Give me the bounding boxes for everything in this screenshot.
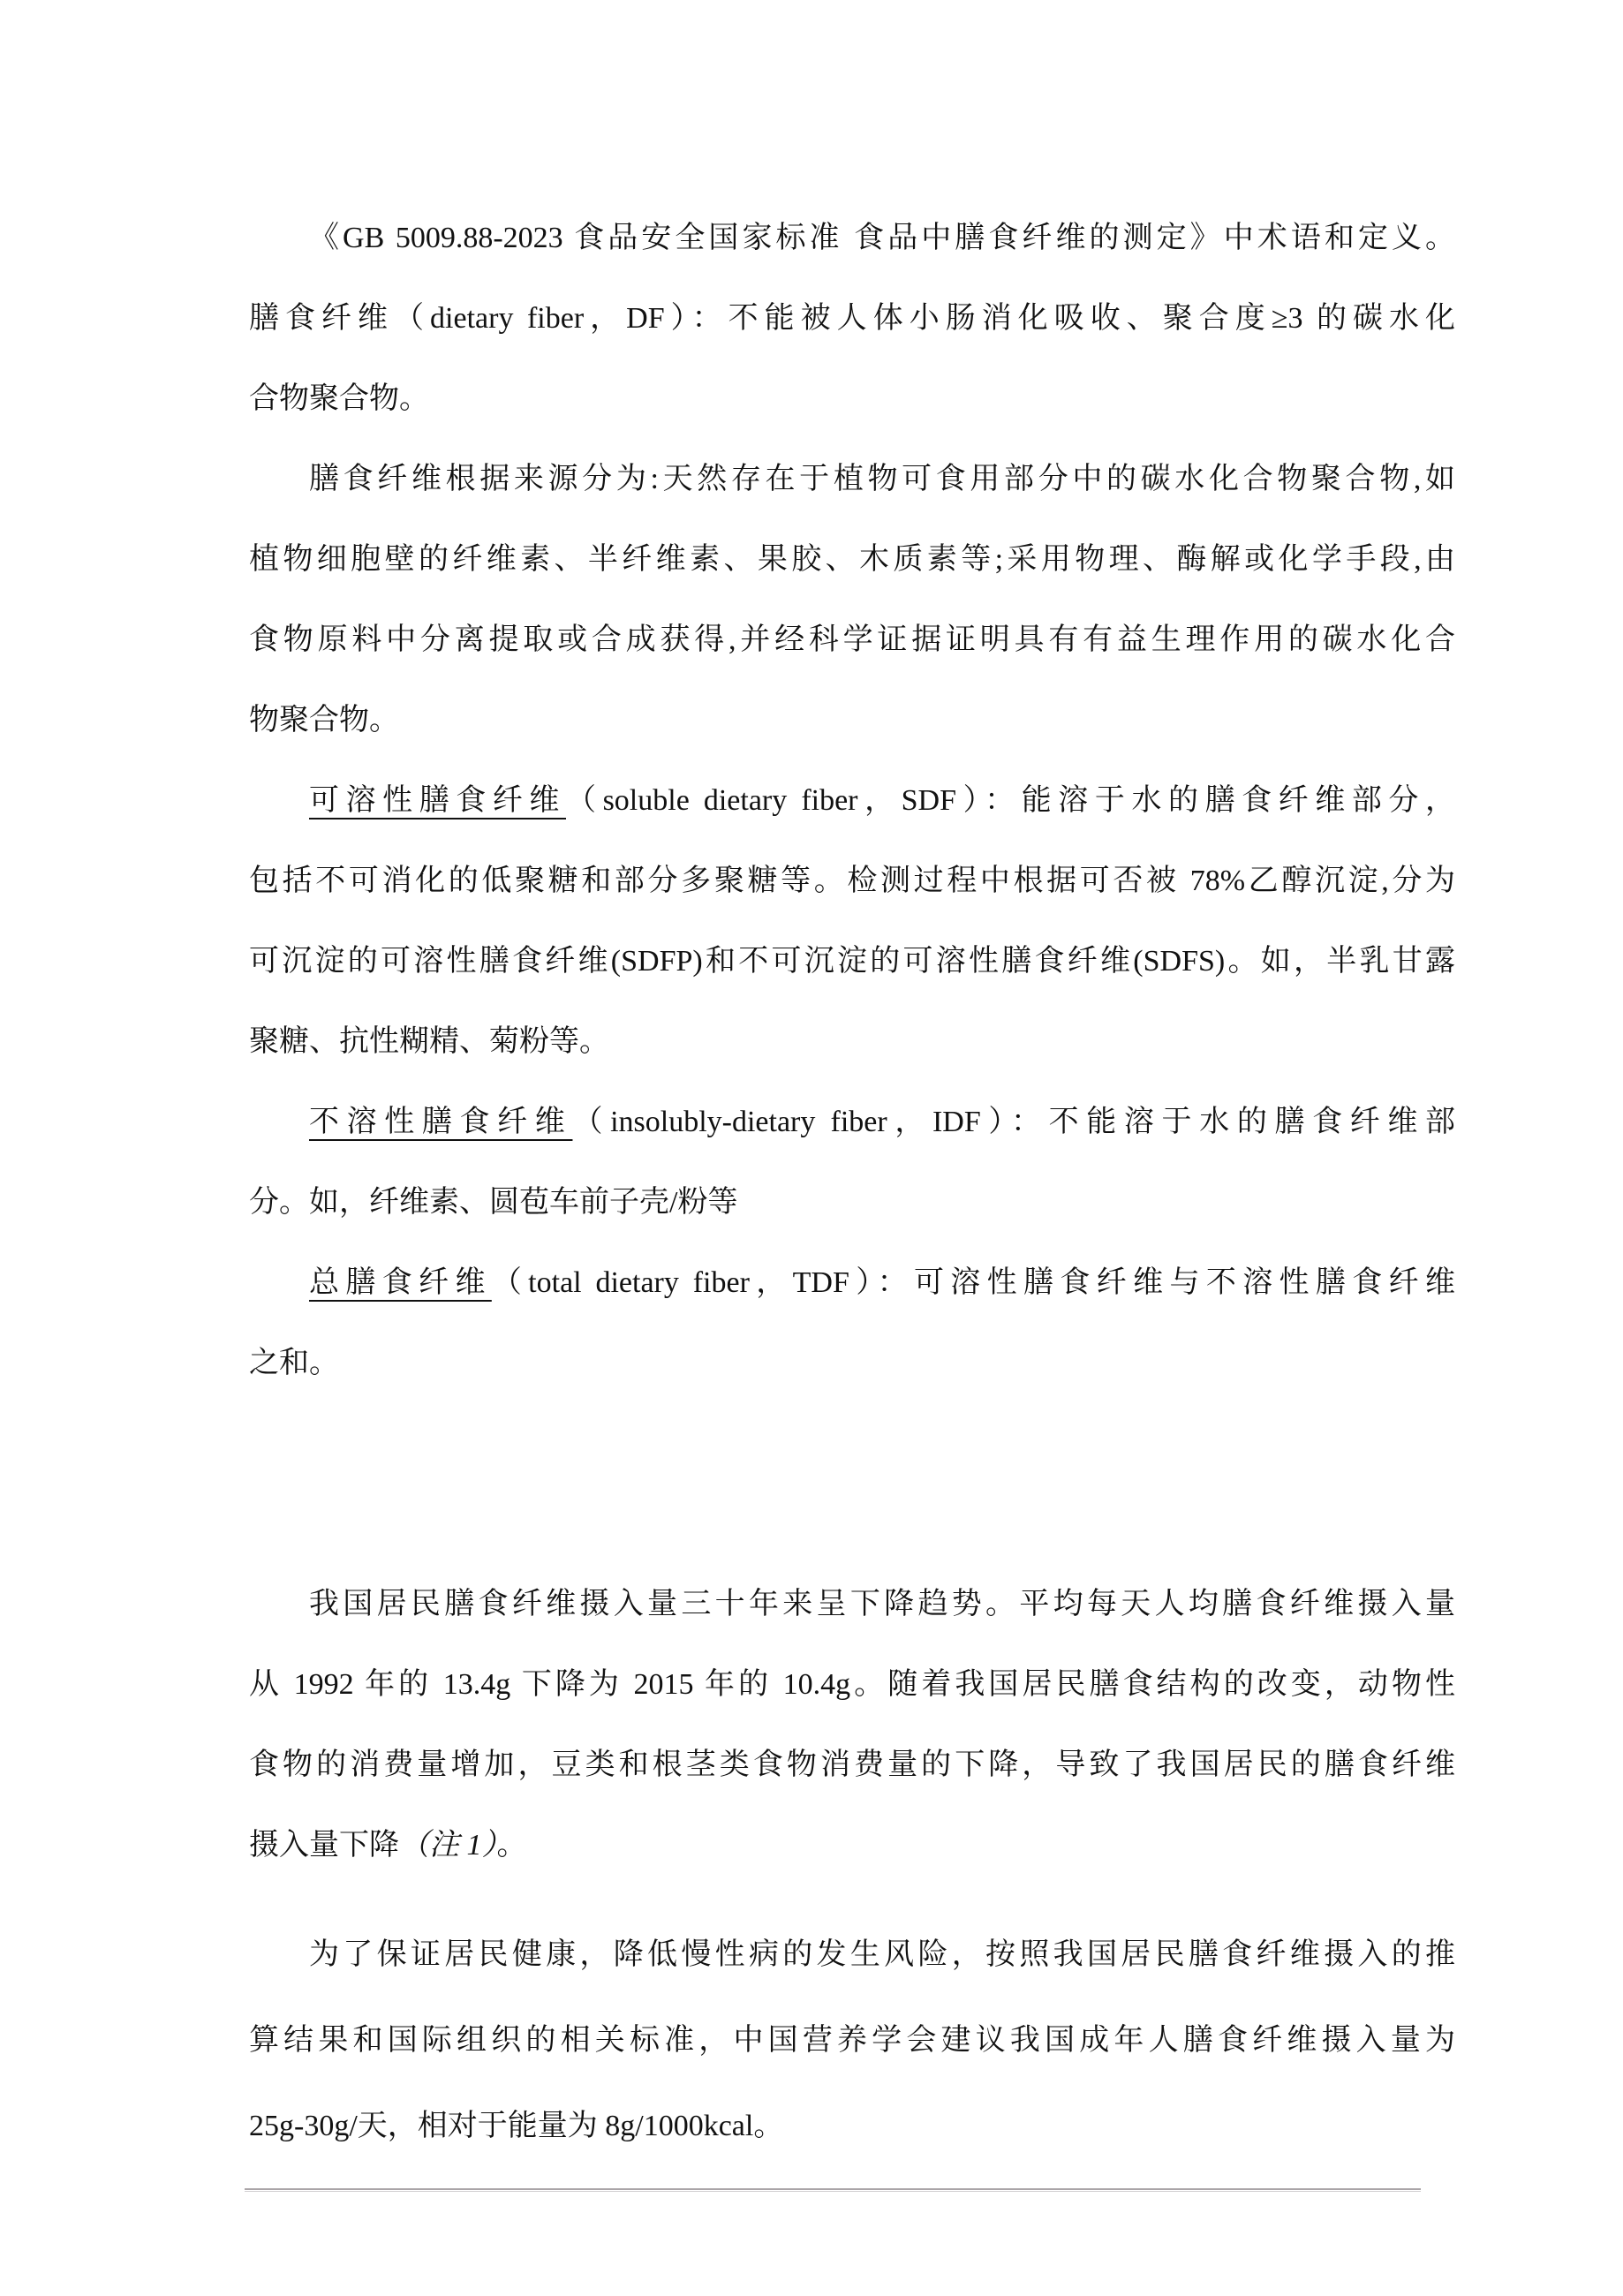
paragraph-standard-definition: [249, 198, 1455, 439]
text-line: 合物聚合物。: [249, 382, 429, 415]
text-line: 《GB 5009.88-2023 食品安全国家标准 食品中膳食纤维的测定》中术语和定义。: [309, 222, 1455, 254]
text-segment: 摄入量下降: [249, 1829, 399, 1862]
paragraph-recommendation: [249, 1912, 1455, 2169]
text-line: 食物原料中分离提取或合成获得,并经科学证据证明具有有益生理作用的碳水化合: [249, 623, 1455, 656]
text-line: 从 1992 年的 13.4g 下降为 2015 年的 10.4g。随着我国居民膳食结构的改变，动物性: [249, 1668, 1455, 1701]
text-line: 植物细胞壁的纤维素、半纤维素、果胶、木质素等;采用物理、酶解或化学手段,由: [249, 543, 1455, 576]
text-line: 算结果和国际组织的相关标准，中国营养学会建议我国成年人膳食纤维摄入量为: [249, 2024, 1455, 2057]
document-body: [249, 198, 1455, 2192]
text-line: [249, 760, 1455, 841]
text-line: [249, 1805, 1455, 1885]
term-insoluble-fiber: 不溶性膳食纤维: [309, 1106, 573, 1138]
text-line: 25g-30g/天，相对于能量为 8g/1000kcal。: [249, 2110, 784, 2142]
text-line: [249, 1082, 1455, 1162]
term-total-fiber: 总膳食纤维: [309, 1266, 492, 1299]
text-segment: （total dietary fiber，TDF）：可溶性膳食纤维与不溶性膳食纤维: [491, 1266, 1455, 1299]
text-segment: 。: [496, 1829, 527, 1862]
text-line: 物聚合物。: [249, 704, 399, 736]
paragraph-intake-trend: [249, 1564, 1455, 1885]
text-segment: （soluble dietary fiber，SDF）：能溶于水的膳食纤维部分，: [566, 784, 1455, 817]
text-line: 聚糖、抗性糊精、菊粉等。: [249, 1025, 609, 1058]
text-line: 我国居民膳食纤维摄入量三十年来呈下降趋势。平均每天人均膳食纤维摄入量: [309, 1588, 1455, 1620]
term-soluble-fiber: 可溶性膳食纤维: [309, 784, 566, 817]
text-line: 膳食纤维根据来源分为:天然存在于植物可食用部分中的碳水化合物聚合物,如: [309, 463, 1455, 495]
text-line: 可沉淀的可溶性膳食纤维(SDFP)和不可沉淀的可溶性膳食纤维(SDFS)。如，半乳甘露: [249, 945, 1455, 978]
footnote-divider-line: [245, 2188, 1421, 2192]
text-line: 食物的消费量增加，豆类和根茎类食物消费量的下降，导致了我国居民的膳食纤维: [249, 1748, 1455, 1781]
footnote-reference: （注 1）: [399, 1829, 497, 1862]
paragraph-total-fiber: [249, 1242, 1455, 1403]
text-line: [249, 1242, 1455, 1323]
text-line: 之和。: [249, 1347, 339, 1379]
text-segment: （insolubly-dietary fiber，IDF）：不能溶于水的膳食纤维部: [572, 1106, 1455, 1138]
paragraph-insoluble-fiber: [249, 1082, 1455, 1242]
text-line: 包括不可消化的低聚糖和部分多聚糖等。检测过程中根据可否被 78%乙醇沉淀,分为: [249, 865, 1455, 897]
paragraph-soluble-fiber: [249, 760, 1455, 1082]
text-line: 为了保证居民健康，降低慢性病的发生风险，按照我国居民膳食纤维摄入的推: [309, 1938, 1455, 1971]
text-line: 分。如，纤维素、圆苞车前子壳/粉等: [249, 1186, 738, 1219]
paragraph-fiber-sources: [249, 439, 1455, 760]
blank-line: [249, 1403, 1455, 1564]
text-line: 膳食纤维（dietary fiber，DF）：不能被人体小肠消化吸收、聚合度≥3 的碳水化: [249, 302, 1455, 335]
